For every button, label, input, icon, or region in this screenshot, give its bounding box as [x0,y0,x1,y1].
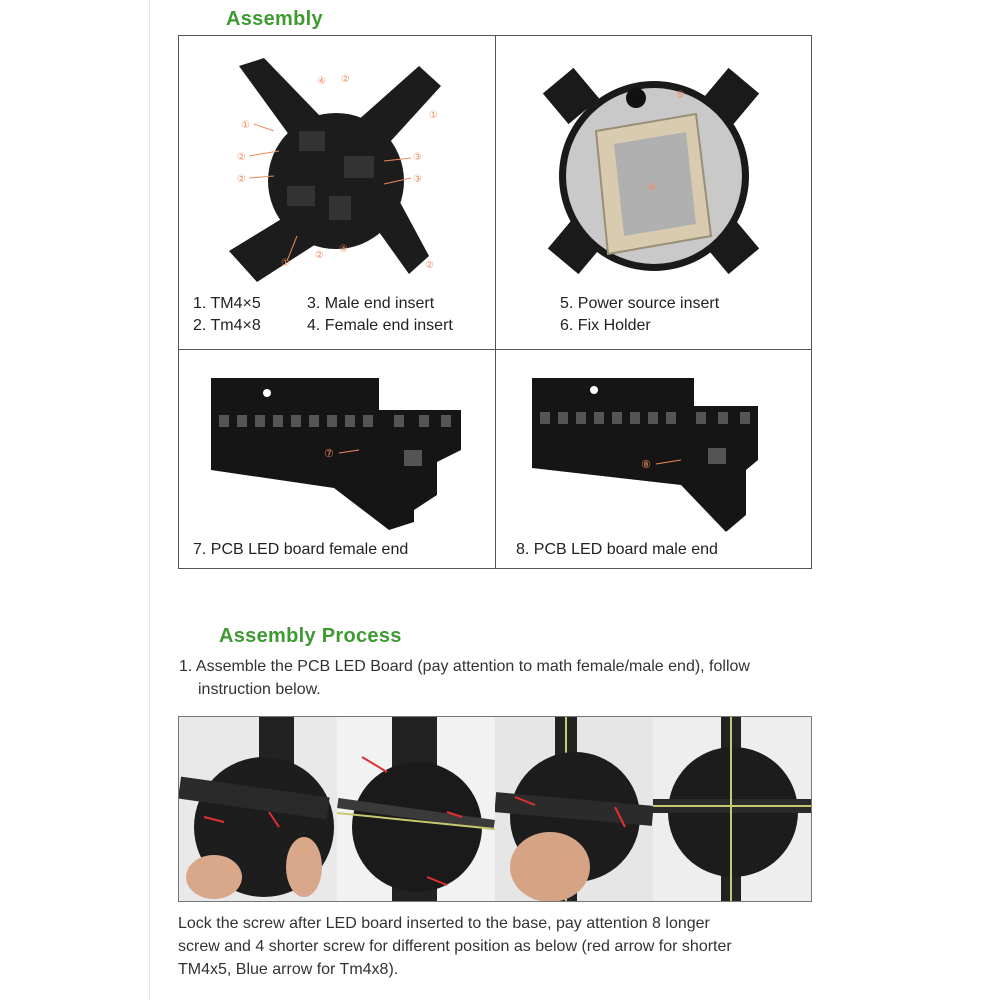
caption-tm4x5: 1. TM4×5 [193,295,261,312]
pcb-male-panel [496,350,812,569]
pcb-female-panel [179,350,495,569]
pcb-female-image [179,350,495,569]
assembly-photo-strip [178,716,812,902]
callout-2a: ② [237,152,246,163]
process-step-1-continued: instruction below. [198,681,321,698]
caption-female-end: 4. Female end insert [307,317,453,334]
callout-6: ⑥ [648,182,657,193]
assembly-photo-2 [337,717,495,901]
assembly-photo-1 [179,717,337,901]
callout-2e: ② [425,260,434,271]
caption-pcb-female: 7. PCB LED board female end [193,541,409,558]
callout-2c: ② [341,74,350,85]
assembly-photo-4 [653,717,812,901]
caption-male-end: 3. Male end insert [307,295,435,312]
parts-grid [178,35,812,569]
caption-tm4x8: 2. Tm4×8 [193,317,261,334]
callout-3b: ③ [413,174,422,185]
caption-pcb-male: 8. PCB LED board male end [516,541,718,558]
base-bottom-panel [179,36,495,349]
screw-note-line-2: screw and 4 shorter screw for different position as below (red arrow for shorter [178,938,732,955]
assembly-heading: Assembly [226,8,323,30]
callout-1b: ① [429,110,438,121]
callout-8: ⑧ [641,458,651,471]
callout-7: ⑦ [324,447,334,460]
callout-4a: ④ [317,76,326,87]
screw-note-line-3: TM4x5, Blue arrow for Tm4x8). [178,961,399,978]
caption-power-source: 5. Power source insert [560,295,720,312]
base-top-panel [496,36,812,349]
assembly-process-heading: Assembly Process [219,625,402,647]
pcb-male-image [496,350,812,569]
callout-2d: ② [315,250,324,261]
caption-fix-holder: 6. Fix Holder [560,317,651,334]
callout-1c: ① [281,258,290,269]
assembly-photo-3 [495,717,653,901]
callout-2b: ② [237,174,246,185]
screw-note-line-1: Lock the screw after LED board inserted to the base, pay attention 8 longer [178,915,710,932]
callout-1a: ① [241,120,250,131]
callout-3a: ③ [413,152,422,163]
callout-4b: ④ [339,244,348,255]
page-margin-rule [149,0,150,1000]
callout-5: ⑤ [676,90,685,101]
process-step-1: 1. Assemble the PCB LED Board (pay attention to math female/male end), follow [179,658,750,675]
